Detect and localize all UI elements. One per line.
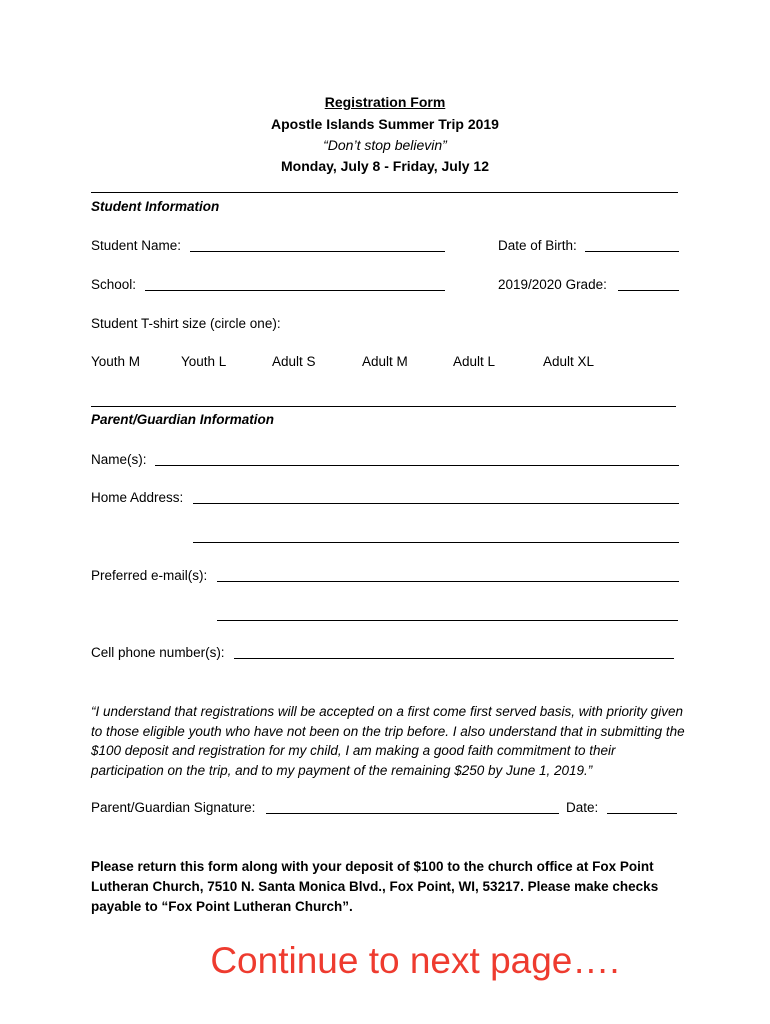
section-divider — [91, 192, 678, 193]
continue-note: Continue to next page…. — [210, 940, 620, 981]
home-address-label: Home Address: — [91, 490, 184, 505]
email-label: Preferred e-mail(s): — [91, 568, 208, 583]
signature-date-field[interactable] — [607, 813, 677, 814]
home-address-field-line1[interactable] — [193, 503, 679, 504]
parent-names-field[interactable] — [155, 465, 679, 466]
school-label: School: — [91, 277, 137, 292]
form-title: Registration Form — [324, 94, 446, 110]
cell-phone-field[interactable] — [234, 658, 674, 659]
email-field-line1[interactable] — [217, 581, 679, 582]
tshirt-label: Student T-shirt size (circle one): — [91, 316, 281, 331]
trip-tagline: “Don’t stop believin” — [323, 137, 447, 153]
signature-label: Parent/Guardian Signature: — [91, 800, 256, 815]
parent-names-label: Name(s): — [91, 452, 147, 467]
student-section-title: Student Information — [91, 199, 220, 214]
student-name-label: Student Name: — [91, 238, 182, 253]
tshirt-option-adult-s[interactable]: Adult S — [272, 354, 316, 369]
section-divider — [91, 406, 676, 407]
tshirt-option-adult-xl[interactable]: Adult XL — [543, 354, 595, 369]
tshirt-option-adult-l[interactable]: Adult L — [453, 354, 496, 369]
home-address-field-line2[interactable] — [193, 542, 679, 543]
email-field-line2[interactable] — [217, 620, 678, 621]
tshirt-option-youth-m[interactable]: Youth M — [91, 354, 141, 369]
trip-title: Apostle Islands Summer Trip 2019 — [271, 116, 499, 132]
grade-label: 2019/2020 Grade: — [498, 277, 607, 292]
trip-dates: Monday, July 8 - Friday, July 12 — [281, 158, 489, 174]
grade-field[interactable] — [618, 290, 679, 291]
parent-section-title: Parent/Guardian Information — [91, 412, 275, 427]
school-field[interactable] — [145, 290, 445, 291]
signature-date-label: Date: — [566, 800, 599, 815]
dob-field[interactable] — [585, 251, 679, 252]
signature-field[interactable] — [266, 813, 559, 814]
tshirt-option-youth-l[interactable]: Youth L — [181, 354, 227, 369]
return-instructions: Please return this form along with your deposit of $100 to the church office at Fox Point Lutheran Church, 7510 N. Santa Monica Blvd., Fox Point, WI, 53217. Please make checks payable to “Fox Point Lutheran Church”. — [91, 859, 659, 914]
tshirt-option-adult-m[interactable]: Adult M — [362, 354, 408, 369]
student-name-field[interactable] — [190, 251, 445, 252]
cell-phone-label: Cell phone number(s): — [91, 645, 225, 660]
dob-label: Date of Birth: — [498, 238, 577, 253]
agreement-text: “I understand that registrations will be accepted on a first come first served basis, with priority given to those eligible youth who have not been on the trip before. I also understand that in submitting the $100 deposit and registration for my child, I am making a good faith commitment to their participation on the trip, and to my payment of the remaining $250 by June 1, 2019.” — [91, 704, 685, 778]
